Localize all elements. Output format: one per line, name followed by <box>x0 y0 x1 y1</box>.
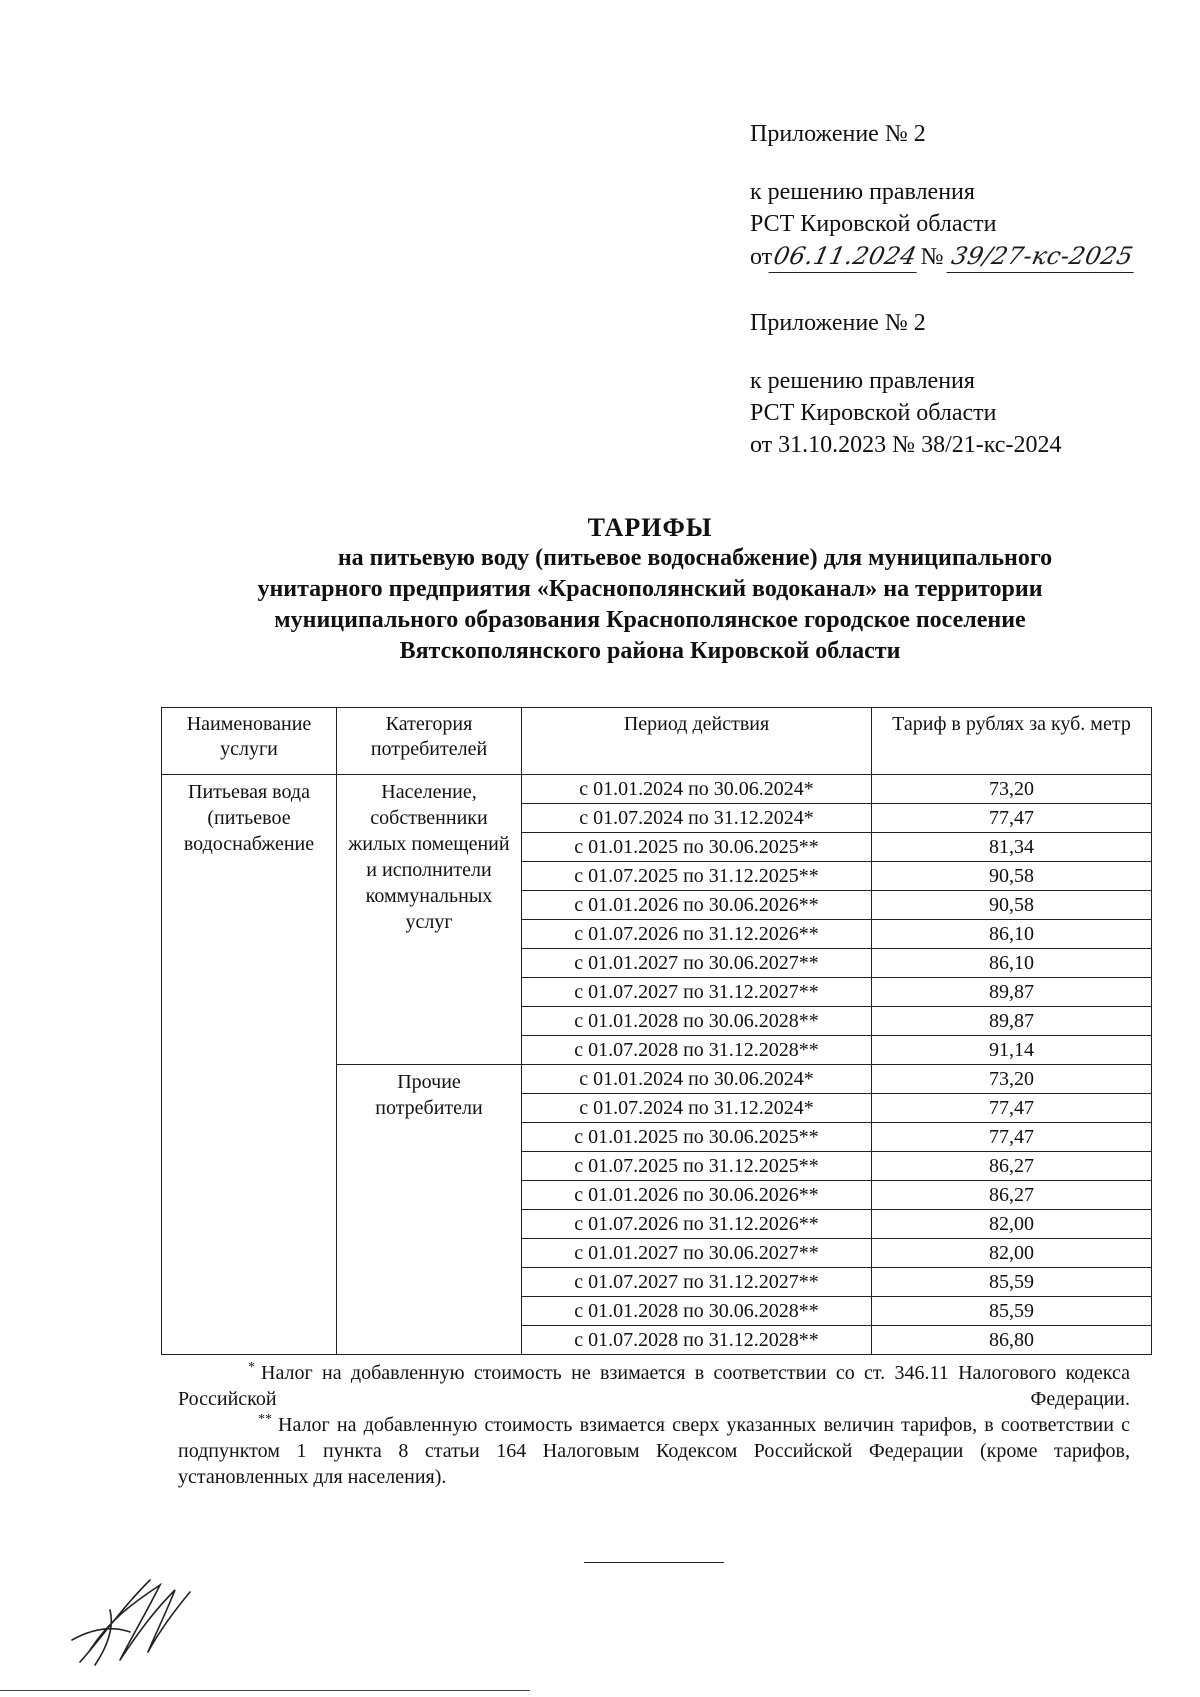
appendix-current <box>750 118 1136 273</box>
appendix-previous-reference <box>750 365 1061 461</box>
footnote-vat-exempt <box>178 1360 1130 1412</box>
tariff-cell: 73,20 <box>872 775 1152 804</box>
period-cell: с 01.07.2024 по 31.12.2024* <box>522 1094 872 1123</box>
signature-icon <box>60 1570 220 1670</box>
period-cell: с 01.01.2024 по 30.06.2024* <box>522 1065 872 1094</box>
period-cell: с 01.01.2025 по 30.06.2025** <box>522 833 872 862</box>
footnotes <box>178 1360 1130 1490</box>
period-cell: с 01.01.2027 по 30.06.2027** <box>522 1239 872 1268</box>
appendix-current-ref-line1: к решению правления <box>750 179 975 205</box>
appendix-previous <box>750 307 1061 461</box>
tariffs-table-head <box>162 708 1152 775</box>
period-cell: с 01.01.2028 по 30.06.2028** <box>522 1007 872 1036</box>
heading-line-2: унитарного предприятия «Краснополянский водоканал» на территории <box>257 576 1043 602</box>
period-cell: с 01.07.2025 по 31.12.2025** <box>522 862 872 891</box>
tariff-cell: 89,87 <box>872 978 1152 1007</box>
closing-separator-line <box>584 1562 724 1563</box>
appendix-previous-ref-line1: к решению правления <box>750 368 975 394</box>
service-name-cell: Питьевая вода (питьевое водоснабжение <box>162 775 337 1355</box>
period-cell: с 01.07.2027 по 31.12.2027** <box>522 978 872 1007</box>
tariff-cell: 85,59 <box>872 1268 1152 1297</box>
period-cell: с 01.07.2025 по 31.12.2025** <box>522 1152 872 1181</box>
tariff-cell: 77,47 <box>872 804 1152 833</box>
tariff-cell: 86,80 <box>872 1326 1152 1355</box>
heading-line-1: на питьевую воду (питьевое водоснабжение) для муниципального <box>337 545 1053 571</box>
tariff-cell: 73,20 <box>872 1065 1152 1094</box>
heading-line-4: Вятскополянского района Кировской области <box>399 638 901 664</box>
period-cell: с 01.07.2026 по 31.12.2026** <box>522 920 872 949</box>
period-cell: с 01.01.2025 по 30.06.2025** <box>522 1123 872 1152</box>
footnote-mark-double: ** <box>258 1412 272 1428</box>
tariff-cell: 77,47 <box>872 1123 1152 1152</box>
tariff-cell: 86,10 <box>872 949 1152 978</box>
appendix-current-reference <box>750 176 1136 273</box>
tariff-cell: 91,14 <box>872 1036 1152 1065</box>
period-cell: с 01.07.2026 по 31.12.2026** <box>522 1210 872 1239</box>
tariff-cell: 86,27 <box>872 1181 1152 1210</box>
period-cell: с 01.07.2028 по 31.12.2028** <box>522 1036 872 1065</box>
period-cell: с 01.01.2027 по 30.06.2027** <box>522 949 872 978</box>
period-cell: с 01.01.2024 по 30.06.2024* <box>522 775 872 804</box>
document-title: ТАРИФЫ <box>587 513 713 542</box>
footnote-vat-exempt-text: Налог на добавленную стоимость не взимается в соответствии со ст. 346.11 Налогового кодекса Российской Федерации. <box>178 1362 1130 1410</box>
tariff-cell: 77,47 <box>872 1094 1152 1123</box>
heading-line-3: муниципального образования Краснополянское городское поселение <box>274 607 1026 633</box>
tariff-cell: 90,58 <box>872 862 1152 891</box>
tariffs-table <box>161 707 1152 1355</box>
footnote-vat-extra <box>178 1412 1130 1490</box>
footer-line <box>0 1690 530 1691</box>
appendix-previous-title: Приложение № 2 <box>750 310 926 336</box>
header-category: Категория потребителей <box>337 708 522 775</box>
period-cell: с 01.01.2026 по 30.06.2026** <box>522 1181 872 1210</box>
tariff-cell: 86,10 <box>872 920 1152 949</box>
handwritten-decision-number: 39/27-кс-2025 <box>946 240 1140 273</box>
appendix-current-title: Приложение № 2 <box>750 121 926 147</box>
tariff-cell: 81,34 <box>872 833 1152 862</box>
table-row <box>162 775 1152 804</box>
footnote-mark-single: * <box>248 1360 255 1376</box>
tariff-cell: 82,00 <box>872 1210 1152 1239</box>
document-heading <box>150 512 1150 667</box>
appendix-current-ref-line3 <box>750 240 1136 273</box>
tariff-cell: 86,27 <box>872 1152 1152 1181</box>
ref-prefix: от <box>750 244 773 270</box>
period-cell: с 01.07.2027 по 31.12.2027** <box>522 1268 872 1297</box>
tariffs-table-body <box>162 775 1152 1355</box>
period-cell: с 01.01.2028 по 30.06.2028** <box>522 1297 872 1326</box>
period-cell: с 01.07.2028 по 31.12.2028** <box>522 1326 872 1355</box>
category-cell: Прочие потребители <box>337 1065 522 1355</box>
handwritten-date: 06.11.2024 <box>769 240 924 273</box>
header-tariff: Тариф в рублях за куб. метр <box>872 708 1152 775</box>
header-period: Период действия <box>522 708 872 775</box>
appendix-previous-ref-line3: от 31.10.2023 № 38/21-кс-2024 <box>750 432 1062 458</box>
appendix-previous-ref-line2: РСТ Кировской области <box>750 400 997 426</box>
header-service: Наименование услуги <box>162 708 337 775</box>
period-cell: с 01.01.2026 по 30.06.2026** <box>522 891 872 920</box>
tariff-cell: 89,87 <box>872 1007 1152 1036</box>
period-cell: с 01.07.2024 по 31.12.2024* <box>522 804 872 833</box>
tariff-cell: 90,58 <box>872 891 1152 920</box>
number-sign: № <box>920 244 944 270</box>
category-cell: Население, собственники жилых помещений и исполнители коммунальных услуг <box>337 775 522 1065</box>
tariff-cell: 85,59 <box>872 1297 1152 1326</box>
appendix-current-ref-line2: РСТ Кировской области <box>750 211 997 237</box>
footnote-vat-extra-text: Налог на добавленную стоимость взимается сверх указанных величин тарифов, в соответствии с подпунктом 1 пункта 8 статьи 164 Налоговым Кодексом Российской Федерации (кроме тарифов, установленных для населения). <box>178 1414 1130 1488</box>
table-header-row <box>162 708 1152 775</box>
tariff-cell: 82,00 <box>872 1239 1152 1268</box>
